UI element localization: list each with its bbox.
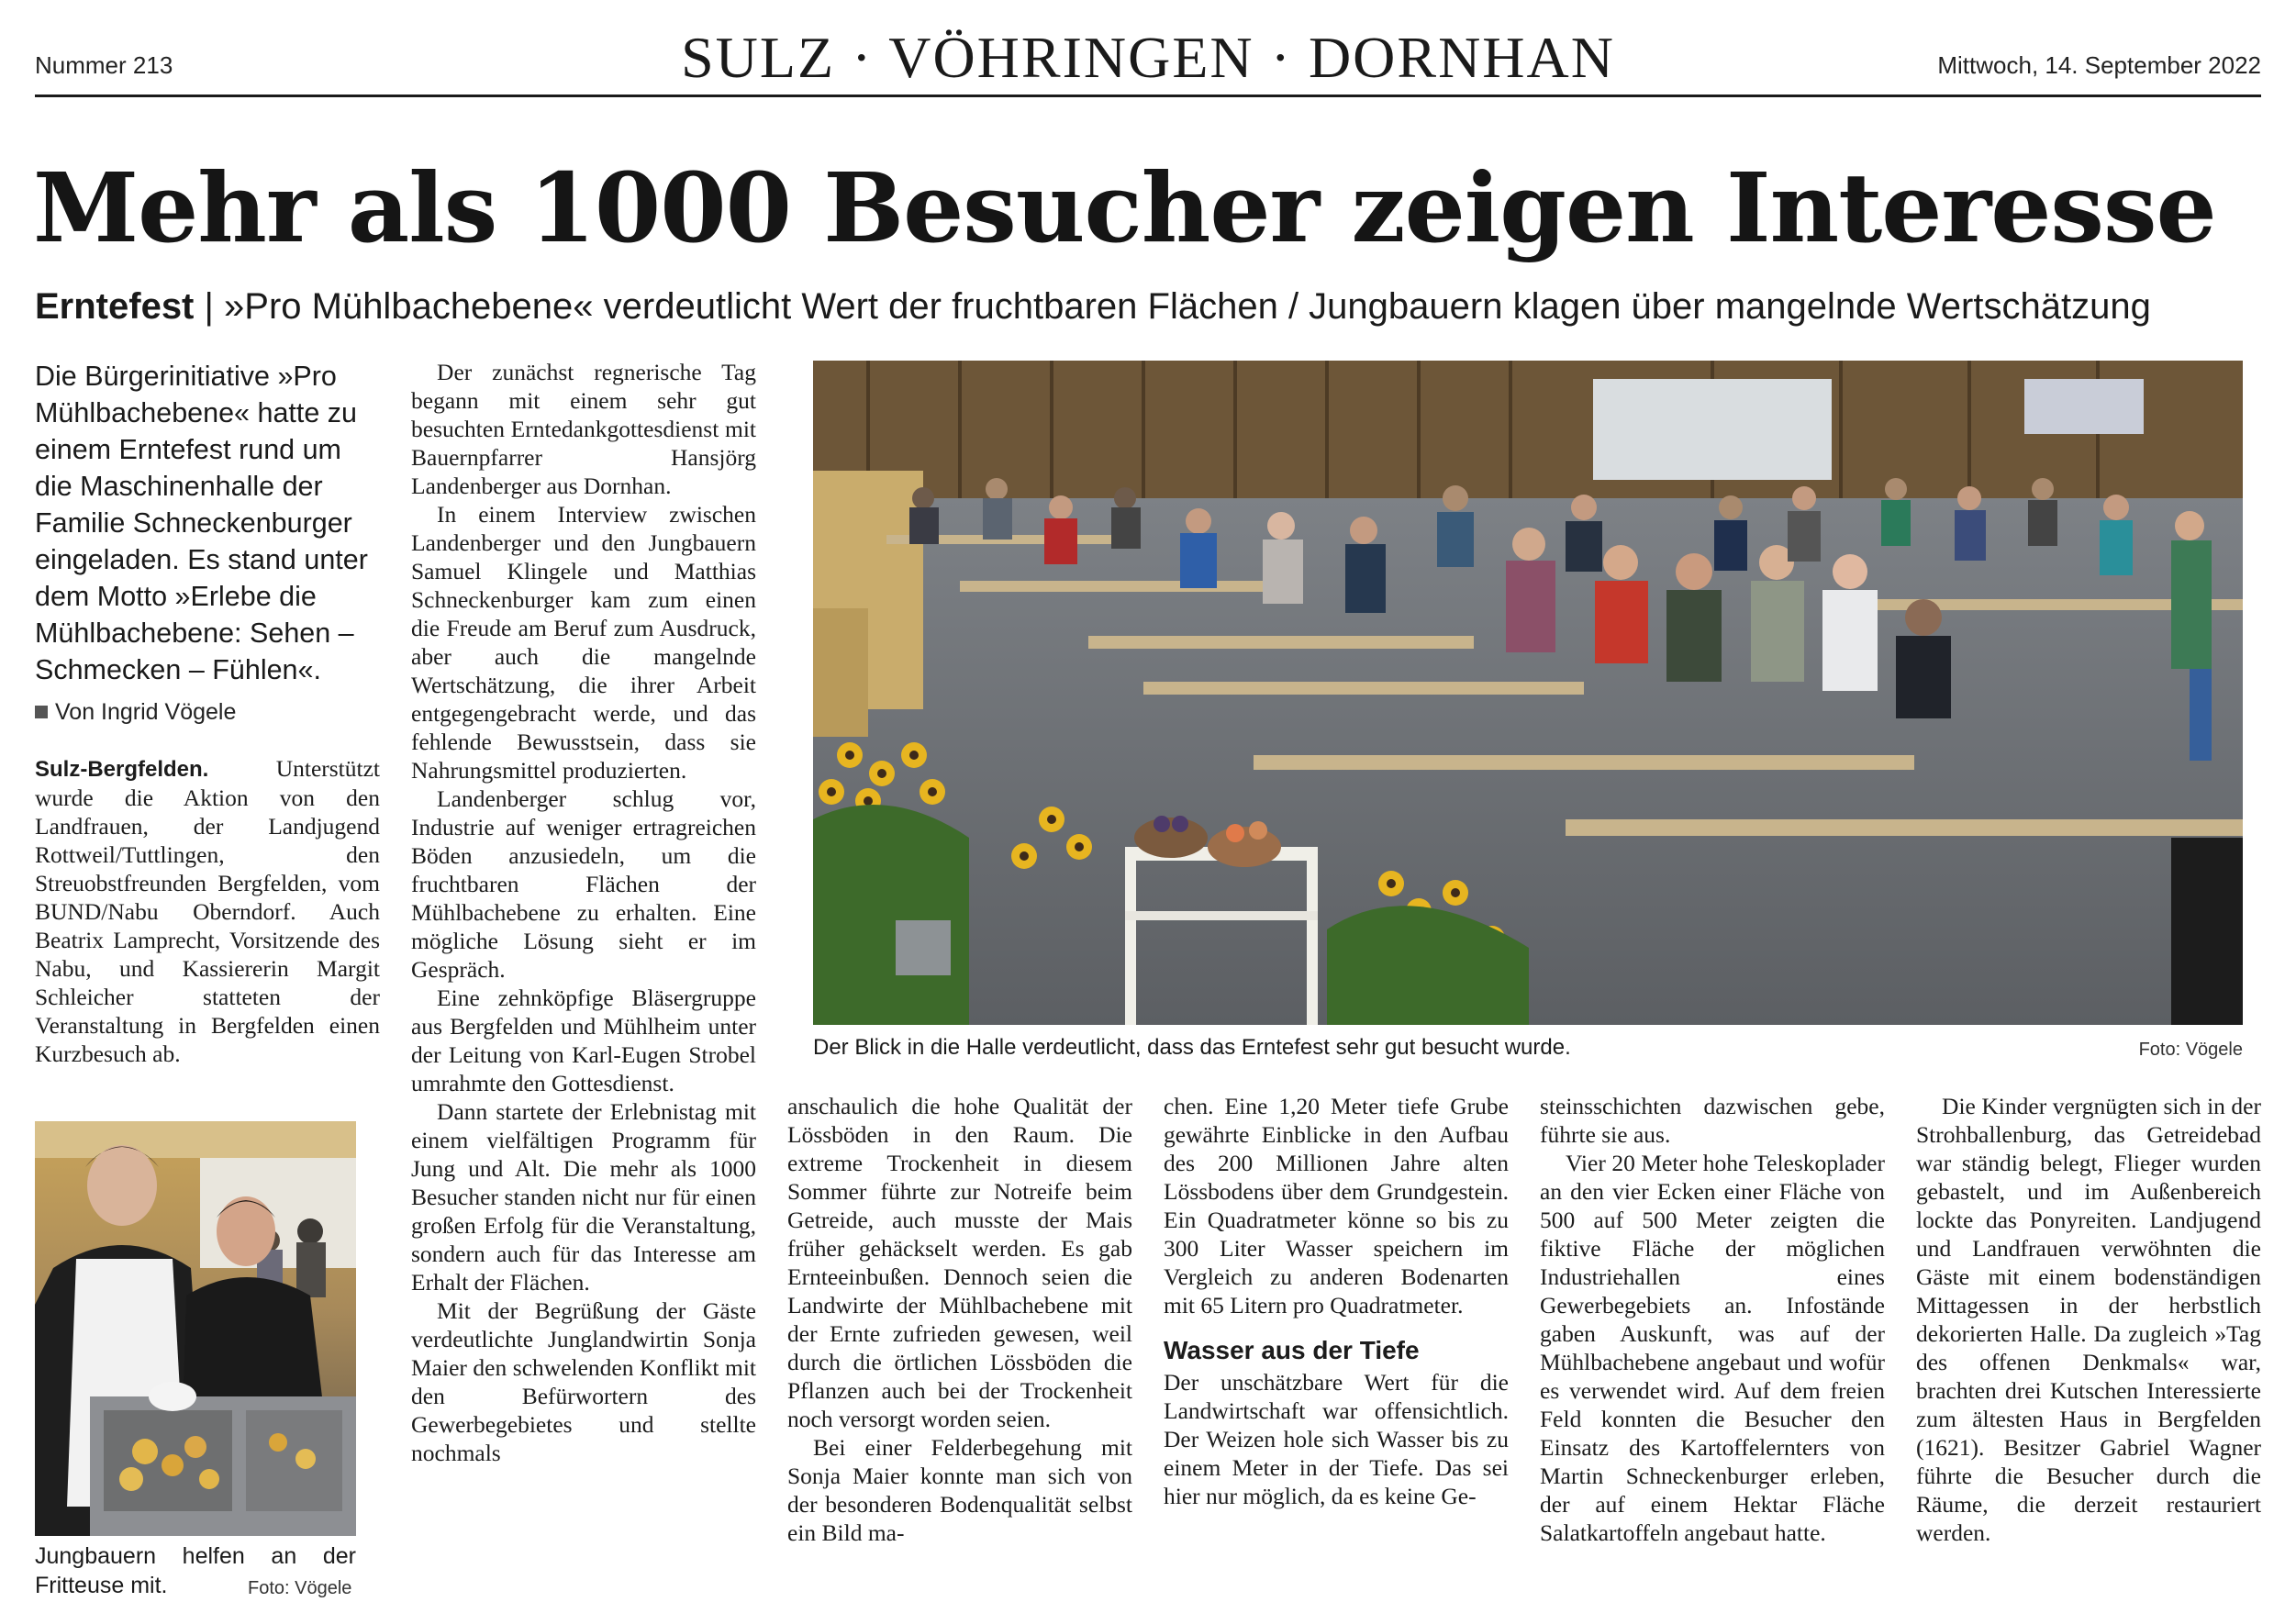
- column-3: [787, 1092, 1132, 1547]
- issue-date: Mittwoch, 14. September 2022: [1937, 51, 2261, 79]
- paragraph: Vier 20 Meter hohe Teleskoplader an den vier Ecken einer Fläche von 500 auf 500 Meter zeigten die fiktive Fläche der möglichen Industriehallen eines Gewerbegebiets an. Infostände gaben Auskunft, was auf der Mühlbachebene angebaut und wofür es verwendet wird. Auf dem freien Feld konnten die Besucher den Einsatz des Kartoffelernters von Martin Schneckenburger erleben, der auf einem Hektar Fläche Salatkartoffeln angebaut hatte.: [1540, 1150, 1885, 1546]
- fryer-caption-line-1: Jungbauern helfen an der: [35, 1543, 356, 1569]
- subheadline: [35, 286, 2151, 328]
- fryer-photo: [35, 1121, 356, 1536]
- fryer-photo-credit: Foto: Vögele: [248, 1578, 352, 1598]
- paragraph: steinsschichten dazwischen gebe, führte sie aus.: [1540, 1093, 1885, 1148]
- dateline: Sulz-Bergfelden.: [35, 757, 209, 782]
- paragraph: Bei einer Felderbegehung mit Sonja Maier konnte man sich von der besonderen Bodenqualität selbst ein Bild ma-: [787, 1434, 1132, 1546]
- kicker-separator: |: [194, 286, 225, 327]
- hall-photo-credit: Foto: Vögele: [2138, 1040, 2243, 1060]
- paragraph: Die Kinder vergnügten sich in der Strohballenburg, das Getreidebad war ständig belegt, Flieger wurden gebastelt, und im Außenbereich lockte das Ponyreiten. Landjugend und Landfrauen verwöhnten die Gäste mit einem bodenständigen Mittagessen in der herbstlich dekorierten Halle. Da zugleich »Tag des offenen Denkmals« war, brachten drei Kutschen Interessierte zum ältesten Haus in Bergfelden (1621). Besitzer Gabriel Wagner führte die Besucher durch die Räume, die derzeit restauriert werden.: [1916, 1093, 2261, 1546]
- paragraph: Der unschätzbare Wert für die Landwirtschaft war offensichtlich. Der Weizen hole sich Wasser bis zu einem Meter in der Tiefe. Das sei hier nur möglich, da es keine Ge-: [1164, 1369, 1509, 1509]
- paragraph: In einem Interview zwischen Landenberger und den Jungbauern Samuel Klingele und Matthias Schneckenburger kam zum einen die Freude am Beruf zum Ausdruck, aber auch die mangelnde Wertschätzung, die ihrer Arbeit entgegengebracht werde, und das fehlende Bewusstsein, dass sie Nahrungsmittel produzierten.: [411, 501, 756, 784]
- column-6: [1916, 1092, 2261, 1547]
- crosshead: Wasser aus der Tiefe: [1164, 1336, 1420, 1364]
- byline-square-icon: [35, 706, 48, 718]
- hall-photo-image: [813, 361, 2243, 1025]
- lead-paragraph: Die Bürgerinitiative »Pro Mühlbachebene« hatte zu einem Erntefest rund um die Maschinenhalle der Familie Schneckenburger eingeladen. Es stand unter dem Motto »Erlebe die Mühlbachebene: Sehen – Schmecken – Fühlen«.: [35, 361, 368, 685]
- masthead-rule: [35, 95, 2261, 97]
- column-5: [1540, 1092, 1885, 1547]
- subheadline-text: »Pro Mühlbachebene« verdeutlicht Wert der fruchtbaren Flächen / Jungbauern klagen über mangelnde Wertschätzung: [224, 286, 2151, 327]
- paragraph: Mit der Begrüßung der Gäste verdeutlichte Junglandwirtin Sonja Maier den schwelenden Konflikt mit den Befürwortern des Gewerbegebietes und stellte nochmals: [411, 1297, 756, 1466]
- column-1: [35, 754, 380, 1068]
- paragraph: Dann startete der Erlebnistag mit einem vielfältigen Programm für Jung und Alt. Die mehr als 1000 Besucher standen nicht nur für einen großen Erfolg für die Veranstaltung, sondern auch für das Interesse am Erhalt der Flächen.: [411, 1098, 756, 1296]
- hall-photo-caption: Der Blick in die Halle verdeutlicht, dass das Erntefest sehr gut besucht wurde.: [813, 1035, 1571, 1060]
- paragraph: Landenberger schlug vor, Industrie auf weniger ertragreichen Böden anzusiedeln, um die fruchtbaren Flächen der Mühlbachebene zu erhalten. Eine mögliche Lösung sieht er im Gespräch.: [411, 785, 756, 983]
- byline: [35, 699, 236, 726]
- paragraph: [35, 754, 380, 1068]
- paragraph: chen. Eine 1,20 Meter tiefe Grube gewährte Einblicke in den Aufbau des 200 Millionen Jahre alten Lössbodens über dem Grundgestein. Ein Quadratmeter könne so bis zu 300 Liter Wasser speichern im Vergleich zu anderen Bodenarten mit 65 Litern pro Quadratmeter.: [1164, 1093, 1509, 1318]
- hall-photo: [813, 361, 2243, 1025]
- paragraph-text: Unterstützt wurde die Aktion von den Landfrauen, der Landjugend Rottweil/Tuttlingen, den Streuobstfreunden Bergfelden, vom BUND/Nabu Oberndorf. Auch Beatrix Lamprecht, Vorsitzende des Nabu, und Kassiererin Margit Schleicher statteten der Veranstaltung in Bergfelden einen Kurzbesuch ab.: [35, 755, 380, 1067]
- paragraph: Der zunächst regnerische Tag begann mit einem sehr gut besuchten Erntedankgottesdienst mit Bauernpfarrer Hansjörg Landenberger aus Dornhan.: [411, 359, 756, 499]
- kicker: Erntefest: [35, 286, 195, 327]
- column-2: [411, 358, 756, 1467]
- paragraph: Eine zehnköpfige Bläsergruppe aus Bergfelden und Mühlheim unter der Leitung von Karl-Eugen Strobel umrahmte den Gottesdienst.: [411, 985, 756, 1096]
- fryer-caption-line-2: Fritteuse mit.: [35, 1573, 168, 1598]
- headline: Mehr als 1000 Besucher zeigen Interesse: [33, 151, 2216, 264]
- fryer-photo-image: [35, 1121, 356, 1536]
- paragraph: anschaulich die hohe Qualität der Lössböden in den Raum. Die extreme Trockenheit in diesem Sommer führte zur Notreife beim Getreide, auch musste der Mais früher gehäckselt werden. Es gab Ernteeinbußen. Dennoch seien die Landwirte der Mühlbachebene mit der Ernte zufrieden gewesen, weil durch die örtlichen Lössböden die Pflanzen auch bei der Trockenheit noch versorgt worden seien.: [787, 1093, 1132, 1432]
- issue-number: Nummer 213: [35, 51, 173, 79]
- section-masthead: SULZ · VÖHRINGEN · DORNHAN: [681, 25, 1615, 90]
- column-4: [1164, 1092, 1509, 1510]
- author-name: Von Ingrid Vögele: [55, 699, 237, 725]
